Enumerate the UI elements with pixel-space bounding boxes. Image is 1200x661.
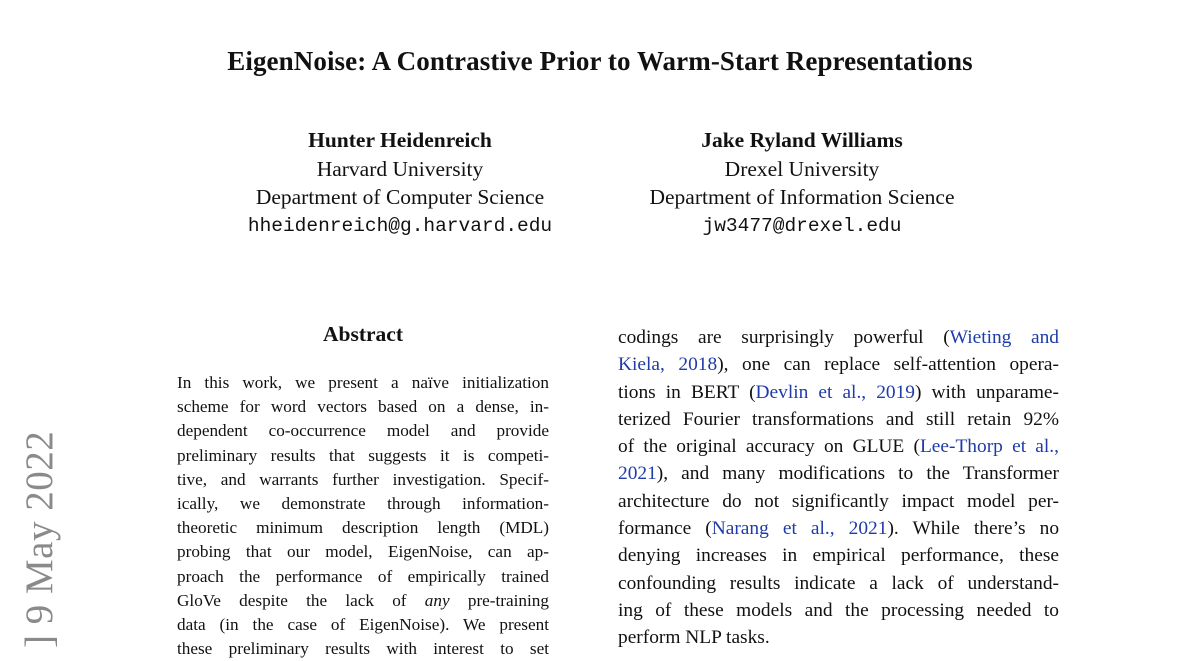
abstract-heading: Abstract	[322, 322, 403, 346]
abstract-line: proach the performance of empirically trained	[177, 566, 549, 586]
citation-link[interactable]: Narang et al., 2021	[711, 518, 888, 540]
intro-text: ), and many modifications to the Transformer	[656, 463, 1059, 485]
intro-line: perform NLP tasks.	[618, 627, 770, 649]
abstract-line: data (in the case of EigenNoise). We present	[177, 615, 549, 635]
intro-line	[618, 515, 1059, 542]
author-name: Jake Ryland Williams	[701, 128, 903, 152]
abstract-line-tail: pre-training	[467, 590, 549, 610]
abstract-line: theoretic minimum description length (MDL)	[177, 518, 549, 538]
arxiv-sidebar-stamp	[17, 420, 73, 660]
author-name: Hunter Heidenreich	[308, 128, 492, 152]
author-email: jw3477@drexel.edu	[702, 214, 902, 237]
intro-line: architecture do not significantly impact model per-	[618, 490, 1059, 512]
paper-title: EigenNoise: A Contrastive Prior to Warm-Start Representations	[227, 46, 973, 76]
abstract-line: dependent co-occurrence model and provide	[177, 421, 549, 441]
abstract-body	[177, 371, 549, 661]
intro-line: denying increases in empirical performance, these	[618, 545, 1059, 567]
intro-line	[618, 324, 1059, 351]
intro-text: of the original accuracy on GLUE (	[618, 436, 920, 458]
intro-line	[618, 433, 1059, 460]
sidebar-date: ] 9 May 2022	[18, 430, 61, 648]
intro-line: confounding results indicate a lack of understand-	[618, 572, 1059, 594]
intro-line	[618, 379, 1059, 406]
citation-link[interactable]: Lee-Thorp et al.,	[919, 436, 1059, 458]
emphasis-any: any	[424, 590, 450, 610]
author-block-1	[190, 126, 610, 240]
abstract-line: probing that our model, EigenNoise, can ap-	[177, 542, 549, 562]
intro-text: ) with unparame-	[915, 381, 1059, 403]
author-affiliation: Harvard University	[316, 156, 484, 181]
intro-line	[618, 460, 1059, 487]
intro-line	[618, 351, 1059, 378]
citation-link[interactable]: Devlin et al., 2019	[755, 381, 915, 403]
intro-text: formance (	[618, 518, 712, 540]
author-department: Department of Computer Science	[255, 185, 545, 209]
intro-column	[618, 324, 1059, 652]
citation-link[interactable]: 2021	[618, 463, 657, 485]
citation-link[interactable]: Wieting and	[949, 327, 1059, 348]
intro-text: ). While there’s no	[887, 518, 1060, 540]
intro-line: terized Fourier transformations and still retain 92%	[618, 408, 1059, 430]
author-email: hheidenreich@g.harvard.edu	[247, 214, 553, 237]
abstract-line: preliminary results that suggests it is competi-	[177, 445, 549, 465]
author-department: Department of Information Science	[649, 185, 955, 209]
abstract-line: these preliminary results with interest to set	[177, 639, 549, 659]
citation-link[interactable]: Kiela, 2018	[618, 354, 718, 376]
intro-text: ), one can replace self-attention opera-	[717, 354, 1059, 376]
intro-text: codings are surprisingly powerful (	[618, 327, 950, 348]
abstract-line: scheme for word vectors based on a dense, in-	[177, 397, 549, 417]
abstract-line: tive, and warrants further investigation. Specif-	[177, 469, 549, 489]
intro-line: ing of these models and the processing needed to	[618, 599, 1059, 621]
abstract-line: In this work, we present a naïve initialization	[177, 373, 549, 392]
abstract-line-with-emphasis	[177, 589, 549, 613]
abstract-line: ically, we demonstrate through information-	[177, 494, 549, 514]
abstract-line-text: GloVe despite the lack of	[177, 590, 407, 610]
author-block-2	[592, 126, 1012, 240]
intro-text: tions in BERT (	[618, 381, 756, 403]
author-affiliation: Drexel University	[724, 156, 880, 181]
